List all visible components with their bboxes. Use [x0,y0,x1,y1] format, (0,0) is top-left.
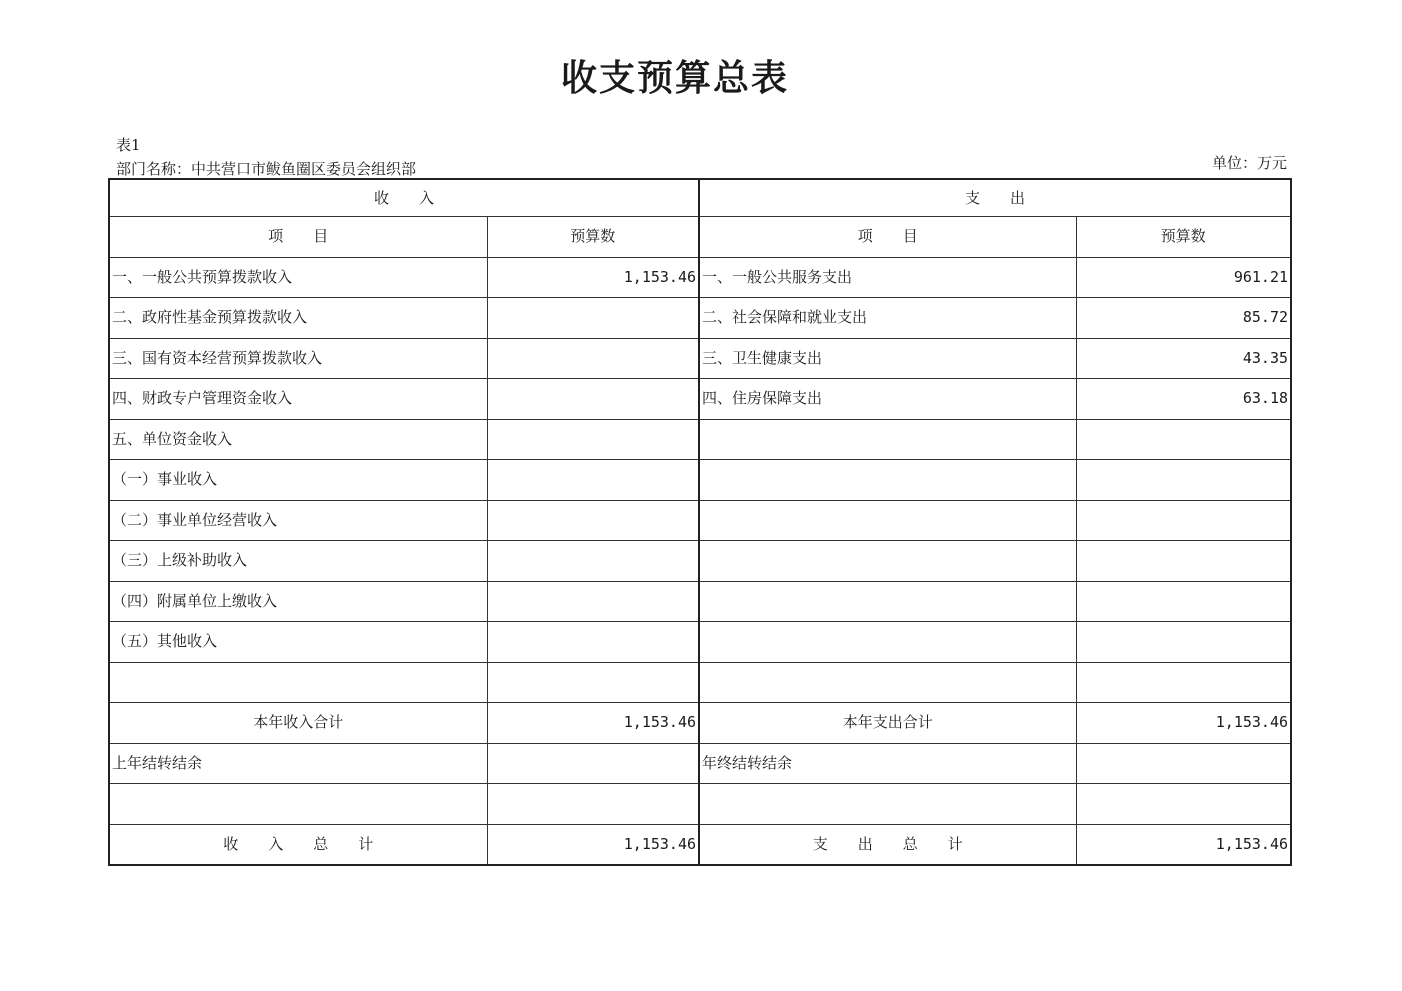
income-value-cell [487,298,699,339]
expense-item-cell [699,500,1076,541]
table-row [109,541,1291,582]
blank-cell [699,784,1076,825]
blank-row [109,784,1291,825]
income-item-cell: （三）上级补助收入 [109,541,487,582]
expense-item-header: 项 目 [699,217,1076,258]
section-header-row [109,179,1291,217]
income-item-cell: （二）事业单位经营收入 [109,500,487,541]
income-value-cell [487,419,699,460]
carryover-row [109,743,1291,784]
expense-item-cell [699,419,1076,460]
table-row [109,257,1291,298]
page-title: 收支预算总表 [560,57,789,99]
expense-item-cell: 三、卫生健康支出 [699,338,1076,379]
expense-value-cell: 63.18 [1076,379,1291,420]
expense-item-cell [699,541,1076,582]
income-value-cell [487,460,699,501]
table-number: 表1 [116,136,141,154]
expense-item-cell [699,622,1076,663]
income-budget-header: 预算数 [487,217,699,258]
income-value-cell [487,500,699,541]
blank-cell [1076,784,1291,825]
income-section-header: 收 入 [109,179,699,217]
table-row [109,581,1291,622]
income-item-cell: 三、国有资本经营预算拨款收入 [109,338,487,379]
income-item-cell: 五、单位资金收入 [109,419,487,460]
expense-section-header: 支 出 [699,179,1291,217]
table-row [109,379,1291,420]
subtotal-row [109,703,1291,744]
table-row [109,419,1291,460]
table-row [109,338,1291,379]
income-value-cell [487,541,699,582]
expense-item-cell [699,581,1076,622]
income-value-cell [487,622,699,663]
income-value-cell [487,581,699,622]
income-item-cell: 二、政府性基金预算拨款收入 [109,298,487,339]
expense-carryover-label: 年终结转结余 [699,743,1076,784]
expense-budget-header: 预算数 [1076,217,1291,258]
expense-value-cell [1076,460,1291,501]
expense-total-label: 支 出 总 计 [699,824,1076,865]
expense-total-value: 1,153.46 [1076,824,1291,865]
income-value-cell: 1,153.46 [487,257,699,298]
income-item-cell: 四、财政专户管理资金收入 [109,379,487,420]
blank-cell [487,784,699,825]
expense-value-cell [1076,662,1291,703]
income-value-cell [487,379,699,420]
expense-item-cell [699,460,1076,501]
blank-cell [109,784,487,825]
expense-item-cell: 四、住房保障支出 [699,379,1076,420]
income-total-value: 1,153.46 [487,824,699,865]
income-subtotal-value: 1,153.46 [487,703,699,744]
table-row [109,460,1291,501]
expense-carryover-value [1076,743,1291,784]
income-item-cell: （五）其他收入 [109,622,487,663]
income-subtotal-label: 本年收入合计 [109,703,487,744]
income-item-cell: 一、一般公共预算拨款收入 [109,257,487,298]
expense-subtotal-label: 本年支出合计 [699,703,1076,744]
budget-summary-table [108,178,1292,866]
expense-value-cell [1076,500,1291,541]
income-carryover-value [487,743,699,784]
income-total-label: 收 入 总 计 [109,824,487,865]
department-name: 部门名称：中共营口市鲅鱼圈区委员会组织部 [116,160,417,178]
expense-item-cell: 二、社会保障和就业支出 [699,298,1076,339]
table-row [109,298,1291,339]
income-item-cell [109,662,487,703]
income-item-cell: （一）事业收入 [109,460,487,501]
expense-value-cell [1076,541,1291,582]
expense-value-cell: 961.21 [1076,257,1291,298]
expense-item-cell: 一、一般公共服务支出 [699,257,1076,298]
expense-value-cell [1076,581,1291,622]
income-item-header: 项 目 [109,217,487,258]
table-row [109,500,1291,541]
expense-value-cell: 85.72 [1076,298,1291,339]
unit-label: 单位：万元 [1211,154,1287,172]
income-item-cell: （四）附属单位上缴收入 [109,581,487,622]
column-header-row [109,217,1291,258]
table-row [109,622,1291,663]
income-value-cell [487,662,699,703]
expense-value-cell [1076,622,1291,663]
expense-value-cell [1076,419,1291,460]
expense-subtotal-value: 1,153.46 [1076,703,1291,744]
income-carryover-label: 上年结转结余 [109,743,487,784]
expense-value-cell: 43.35 [1076,338,1291,379]
table-row [109,662,1291,703]
grand-total-row [109,824,1291,865]
income-value-cell [487,338,699,379]
expense-item-cell [699,662,1076,703]
